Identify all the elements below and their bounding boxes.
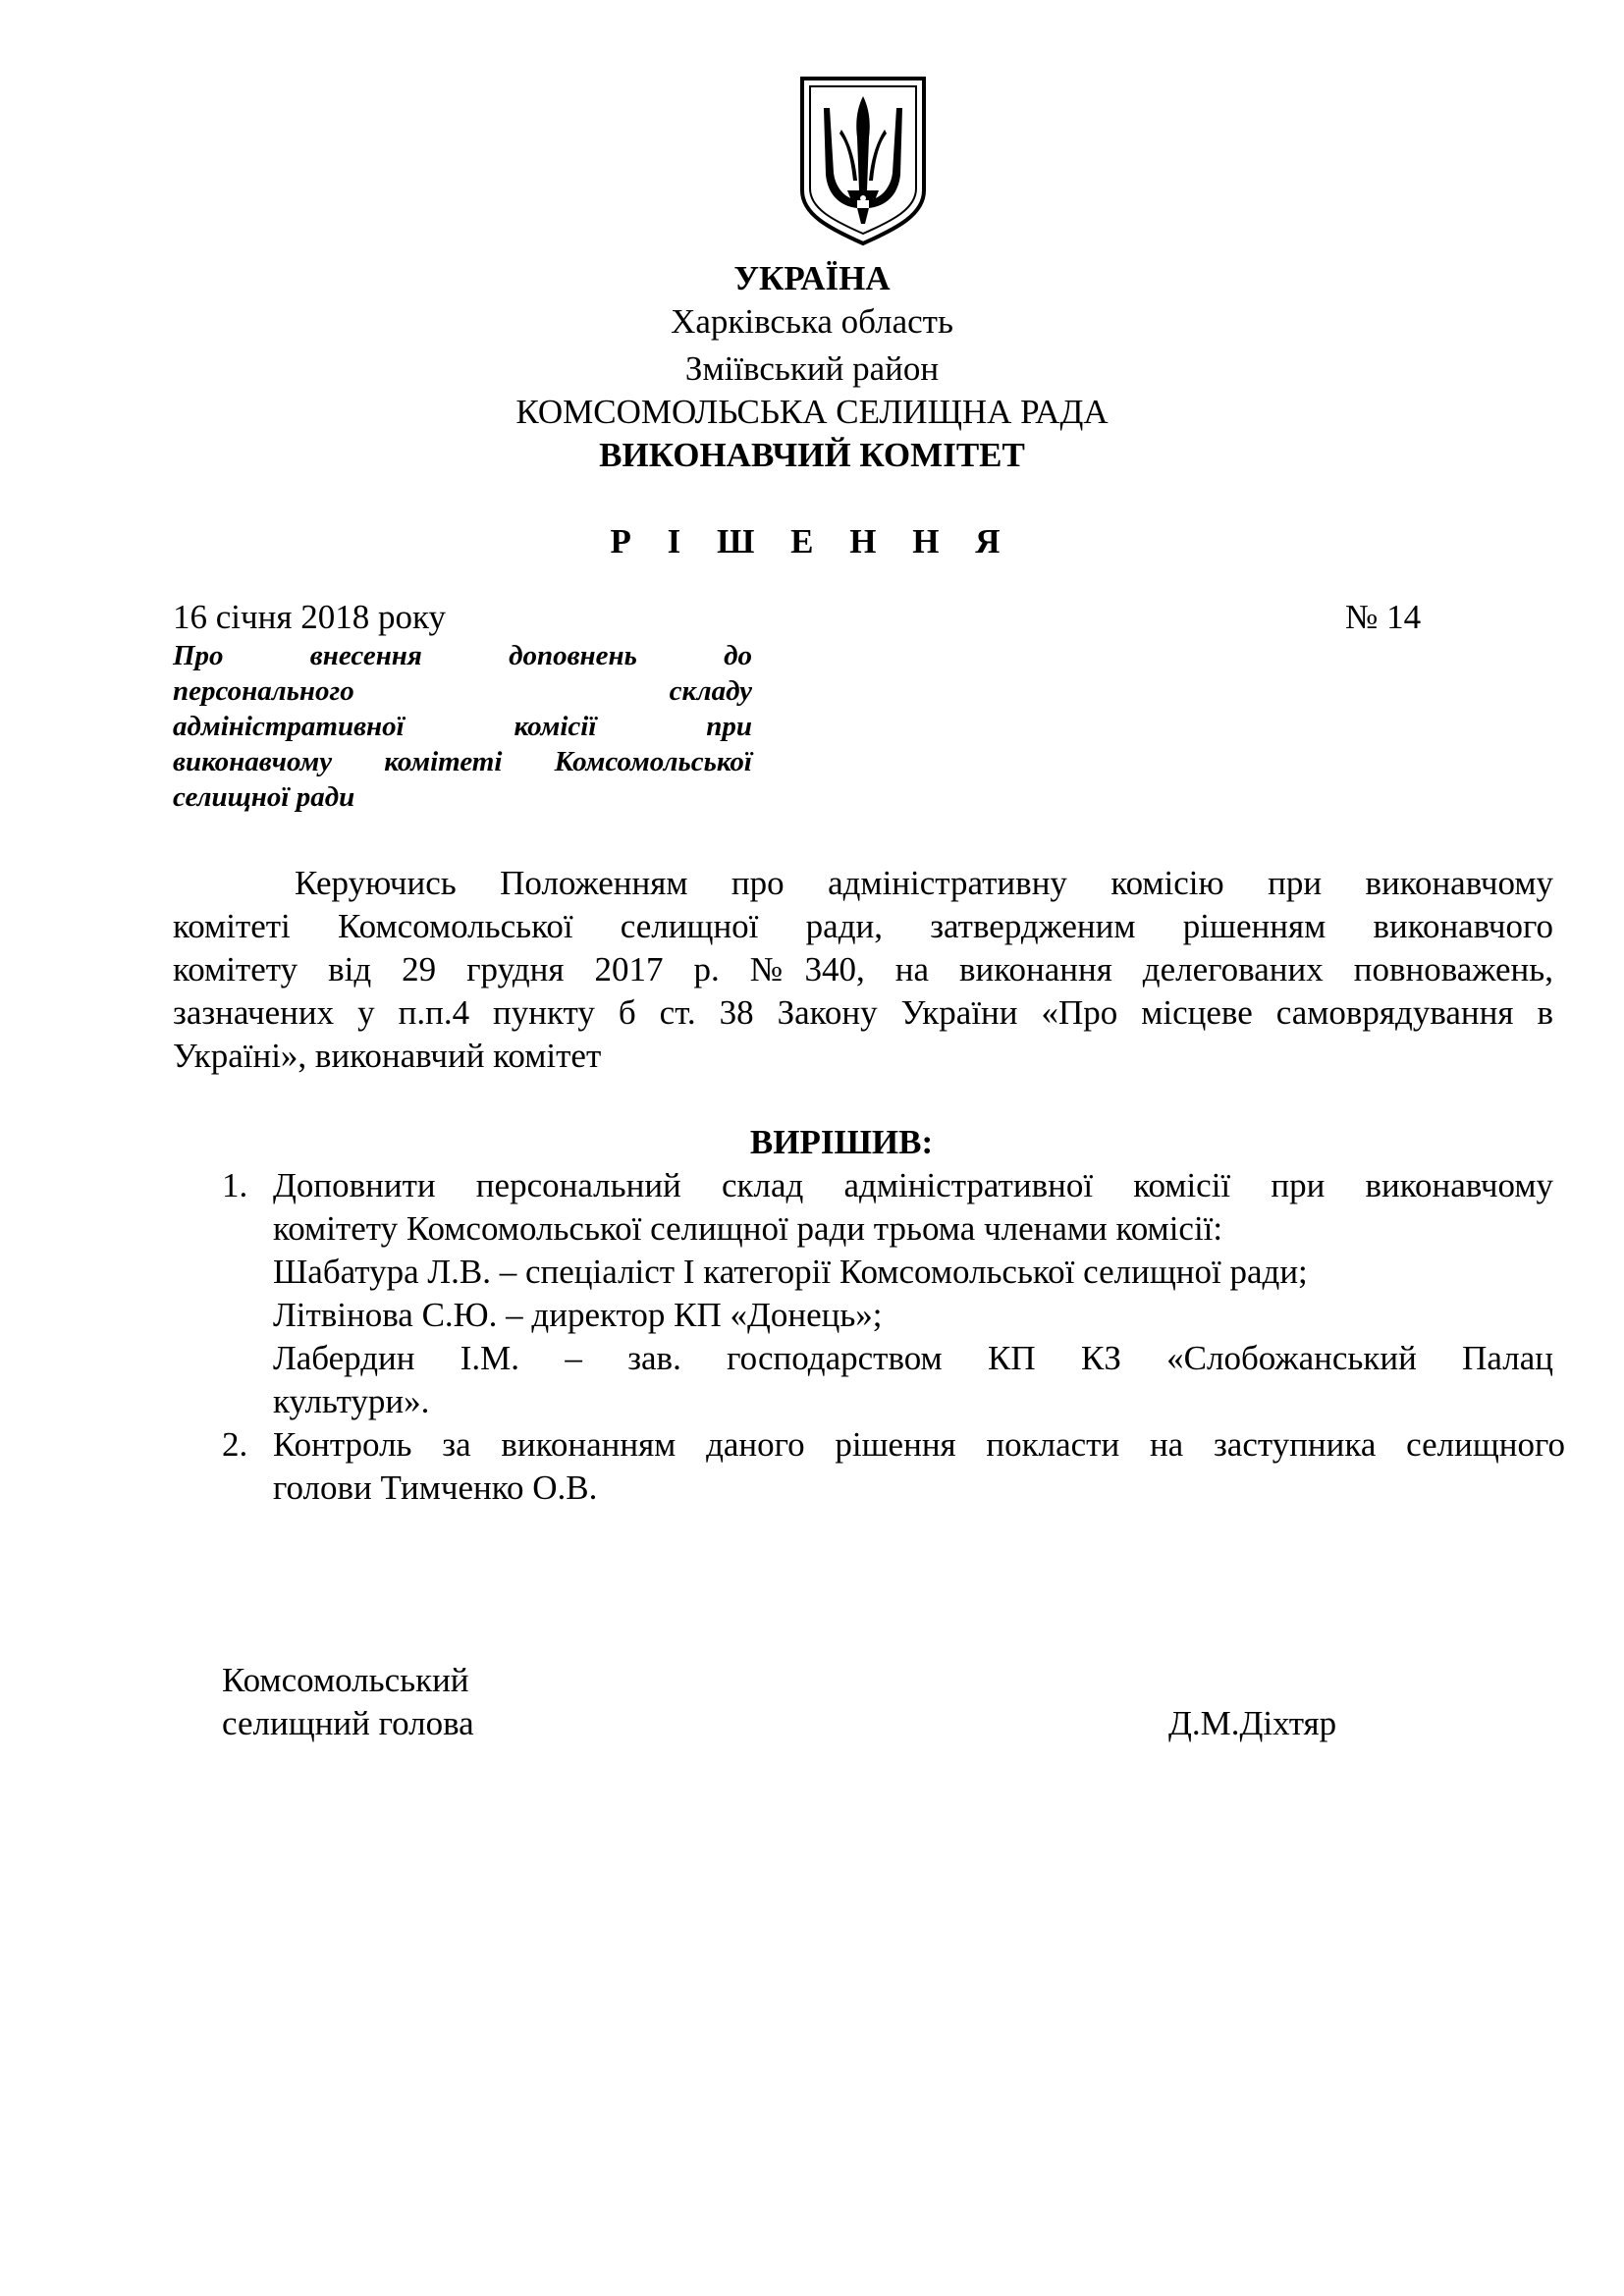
decision-item — [273, 1423, 1565, 1510]
subject-line: селищної ради — [173, 781, 355, 813]
preamble-line: комітеті Комсомольської селищної ради, затвердженим рішенням виконавчого — [173, 907, 1553, 945]
preamble-line: Україні», виконавчий комітет — [173, 1037, 602, 1075]
item-line: Літвінова С.Ю. – директор КП «Донець»; — [273, 1296, 883, 1334]
signature-position — [222, 1659, 474, 1745]
preamble-line: Керуючись Положенням про адміністративну комісію при виконавчому — [295, 864, 1553, 902]
item-line: культури». — [273, 1382, 430, 1420]
document-date: 16 січня 2018 року — [173, 598, 446, 636]
preamble-line: комітету від 29 грудня 2017 р. №340, на виконання делегованих повноважень, — [173, 950, 1553, 988]
subject-line: виконавчому комітеті Комсомольської — [173, 746, 752, 777]
signature-position-line: селищний голова — [222, 1704, 474, 1742]
item-line: голови Тимченко О.В. — [273, 1468, 598, 1507]
header-region: Харківська область — [671, 302, 953, 341]
document-number: № 14 — [1345, 598, 1422, 636]
preamble-line: зазначених у п.п.4 пункту б ст. 38 Закону України «Про місцеве самоврядування в — [173, 993, 1553, 1032]
item-line: Лабердин І.М. – зав. господарством КП КЗ «Слобожанський Палац — [273, 1339, 1553, 1377]
header-country: УКРАЇНА — [733, 259, 891, 297]
item-number: 2. — [222, 1425, 248, 1464]
subject-line: адміністративної комісії при — [173, 711, 752, 742]
subject-line: Про внесення доповнень до — [173, 640, 752, 671]
decision-item — [273, 1164, 1553, 1423]
item-line: комітету Комсомольської селищної ради трьома членами комісії: — [273, 1209, 1223, 1248]
item-number: 1. — [222, 1166, 248, 1204]
document-subject — [173, 638, 752, 815]
subject-line: персонального складу — [173, 675, 752, 707]
preamble-paragraph — [173, 862, 1553, 1078]
item-line: Контроль за виконанням даного рішення покласти на заступника селищного — [273, 1425, 1565, 1464]
item-line: Доповнити персональний склад адміністративної комісії при виконавчому — [273, 1166, 1553, 1204]
signature-position-line: Комсомольський — [222, 1661, 469, 1699]
signature-name: Д.М.Діхтяр — [1168, 1704, 1337, 1742]
trident-coat-of-arms-icon — [796, 75, 930, 247]
decided-heading: ВИРІШИВ: — [749, 1123, 934, 1161]
document-title: Р І Ш Е Н Н Я — [610, 522, 1014, 561]
item-line: Шабатура Л.В. – спеціаліст І категорії Комсомольської селищної ради; — [273, 1253, 1308, 1291]
header-council: КОМСОМОЛЬСЬКА СЕЛИЩНА РАДА — [515, 393, 1109, 431]
header-district: Зміївський район — [684, 349, 940, 388]
header-committee: ВИКОНАВЧИЙ КОМІТЕТ — [599, 436, 1025, 474]
